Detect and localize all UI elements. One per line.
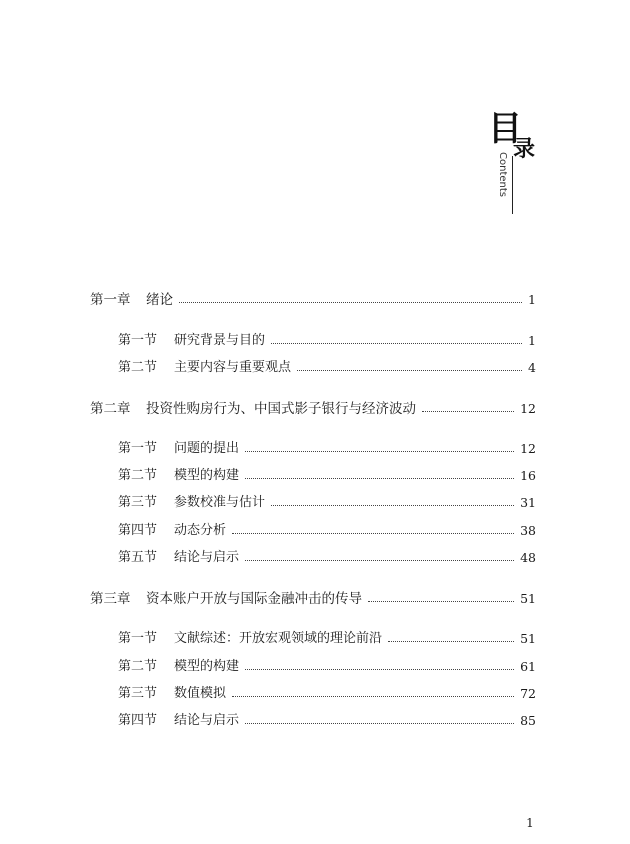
toc-entry-number: 第二节 <box>118 360 158 375</box>
toc-entry-number: 第一章 <box>90 292 131 308</box>
toc-entry-title: 文献综述：开放宏观领域的理论前沿 <box>174 631 383 646</box>
toc-entry-title: 参数校准与估计 <box>174 495 266 510</box>
toc-leader-dots <box>232 695 514 697</box>
toc-entry-title: 主要内容与重要观点 <box>174 360 292 375</box>
toc-entry-number: 第一节 <box>118 631 158 646</box>
toc-section-row[interactable] <box>118 548 536 568</box>
toc-chapter-row[interactable] <box>90 589 536 609</box>
toc-entry-number: 第二章 <box>90 401 131 417</box>
toc-entry-title: 绪论 <box>146 292 173 308</box>
toc-leader-dots <box>388 640 514 642</box>
toc-entry-title: 模型的构建 <box>174 468 240 483</box>
toc-entry-page: 1 <box>528 333 536 348</box>
page-number: 1 <box>526 816 534 830</box>
toc-entry-page: 31 <box>520 495 536 510</box>
toc-section-row[interactable] <box>118 629 536 649</box>
toc-entry-page: 51 <box>520 631 536 646</box>
toc-section-row[interactable] <box>118 521 536 541</box>
toc-entry-title: 问题的提出 <box>174 441 240 456</box>
toc-entry-number: 第三节 <box>118 686 158 701</box>
toc-entry-page: 61 <box>520 659 536 674</box>
toc-leader-dots <box>368 600 514 602</box>
toc-entry-title: 结论与启示 <box>174 550 240 565</box>
toc-section-row[interactable] <box>118 466 536 486</box>
toc-entry-page: 12 <box>520 441 536 456</box>
toc-section-row[interactable] <box>118 331 536 351</box>
toc-entry-title: 资本账户开放与国际金融冲击的传导 <box>146 591 362 607</box>
heading-title-english: Contents <box>497 152 508 197</box>
toc-leader-dots <box>245 722 514 724</box>
toc-entry-page: 85 <box>520 713 536 728</box>
toc-chapter-row[interactable] <box>90 399 536 419</box>
toc-section-row[interactable] <box>118 358 536 378</box>
toc-leader-dots <box>297 369 522 371</box>
toc-leader-dots <box>245 668 514 670</box>
toc-leader-dots <box>271 342 522 344</box>
toc-entry-number: 第四节 <box>118 523 158 538</box>
toc-entry-number: 第一节 <box>118 441 158 456</box>
toc-entry-title: 结论与启示 <box>174 713 240 728</box>
toc-section-row[interactable] <box>118 684 536 704</box>
toc-leader-dots <box>422 410 514 412</box>
toc-entry-page: 4 <box>528 360 536 375</box>
toc-section-row[interactable] <box>118 711 536 731</box>
toc-leader-dots <box>232 532 514 534</box>
toc-entry-number: 第五节 <box>118 550 158 565</box>
heading-title-main: 目 <box>488 109 522 149</box>
toc-leader-dots <box>245 477 514 479</box>
toc-entry-title: 研究背景与目的 <box>174 333 266 348</box>
toc-entry-page: 1 <box>528 292 536 307</box>
toc-entry-page: 48 <box>520 550 536 565</box>
toc-entry-title: 投资性购房行为、中国式影子银行与经济波动 <box>146 401 416 417</box>
toc-entry-number: 第三节 <box>118 495 158 510</box>
toc-entry-number: 第三章 <box>90 591 131 607</box>
toc-leader-dots <box>271 504 514 506</box>
toc-entry-title: 动态分析 <box>174 523 227 538</box>
toc-leader-dots <box>245 450 514 452</box>
toc-section-row[interactable] <box>118 493 536 513</box>
toc-entry-title: 模型的构建 <box>174 659 240 674</box>
toc-entry-page: 51 <box>520 591 536 606</box>
toc-entry-number: 第四节 <box>118 713 158 728</box>
toc-leader-dots <box>245 559 514 561</box>
contents-heading <box>488 109 548 216</box>
toc-entry-number: 第二节 <box>118 468 158 483</box>
heading-divider-line <box>512 156 513 214</box>
toc-entry-page: 38 <box>520 523 536 538</box>
toc-entry-number: 第一节 <box>118 333 158 348</box>
toc-entry-number: 第二节 <box>118 659 158 674</box>
toc-entry-page: 72 <box>520 686 536 701</box>
toc-entry-page: 16 <box>520 468 536 483</box>
heading-title-secondary: 录 <box>513 137 536 162</box>
toc-section-row[interactable] <box>118 439 536 459</box>
toc-section-row[interactable] <box>118 657 536 677</box>
toc-leader-dots <box>179 301 522 303</box>
toc-entry-title: 数值模拟 <box>174 686 227 701</box>
toc-entry-page: 12 <box>520 401 536 416</box>
toc-chapter-row[interactable] <box>90 290 536 310</box>
